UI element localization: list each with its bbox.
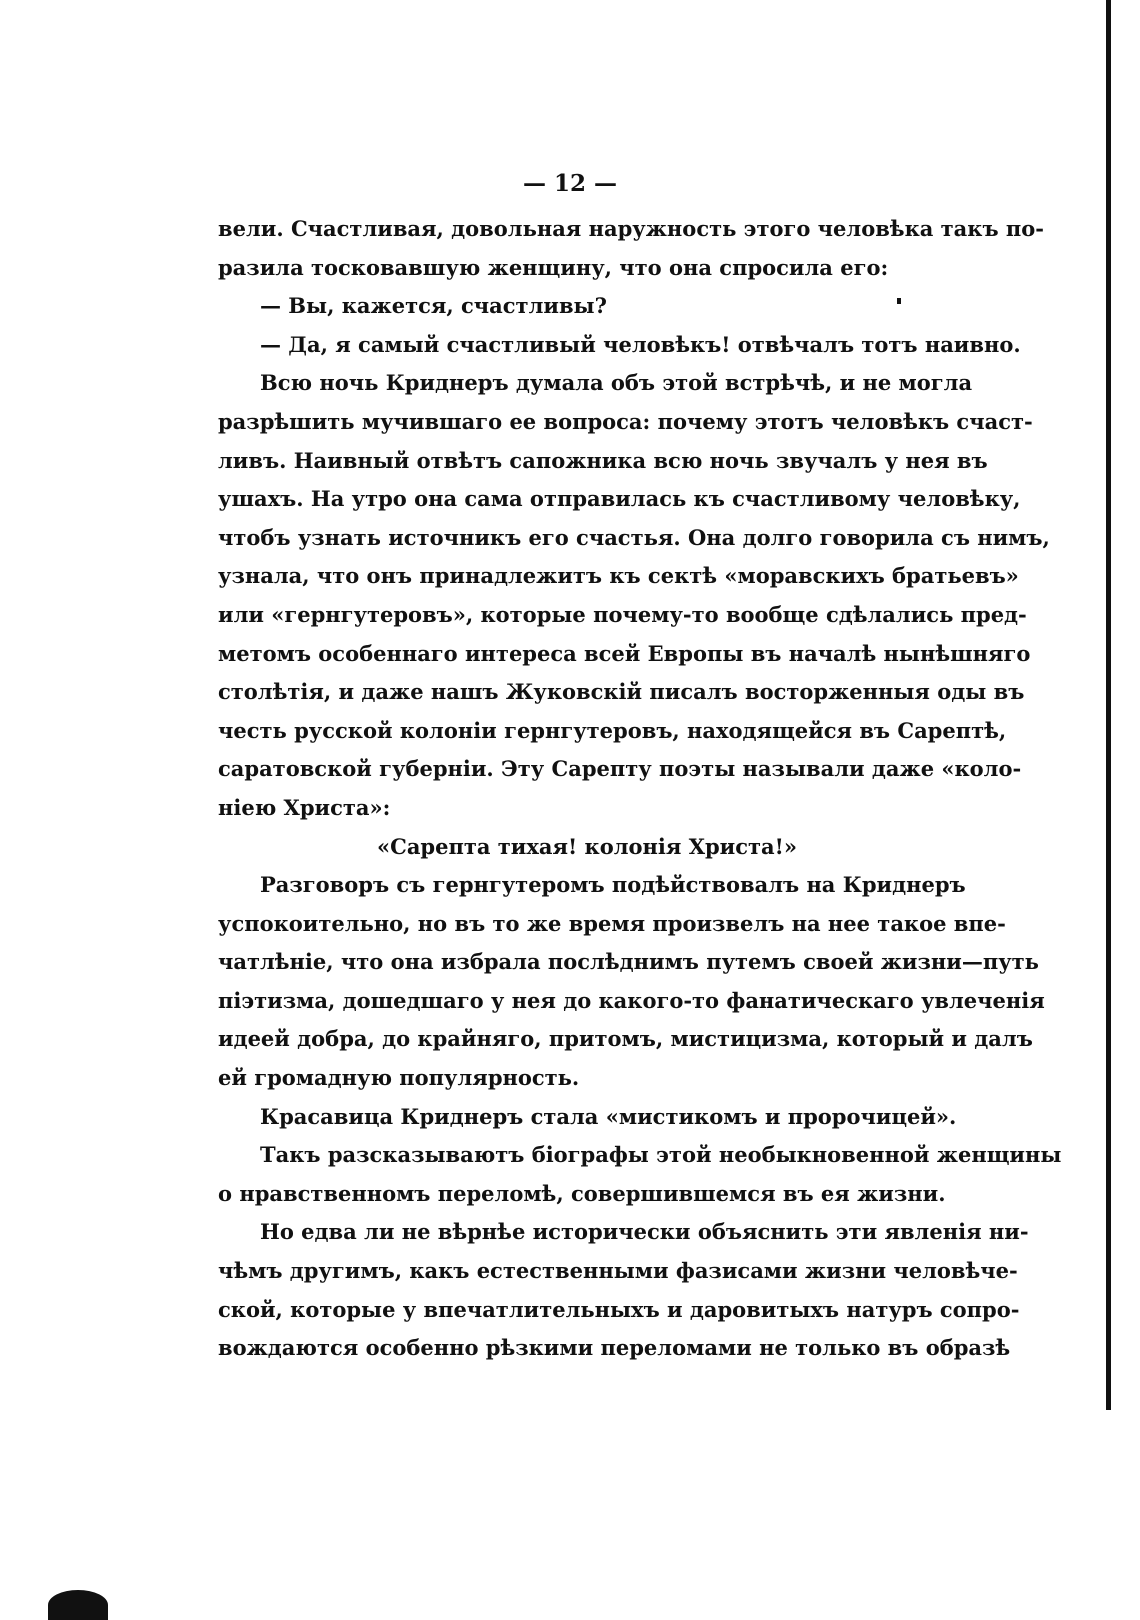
text-line: вели. Счастливая, довольная наружность этого человѣка такъ по- <box>218 216 1044 241</box>
text-line: Но едва ли не вѣрнѣе исторически объяснить эти явленія ни- <box>260 1219 1029 1245</box>
page-number: — 12 — <box>522 170 618 197</box>
text-line: чатлѣніе, что она избрала послѣднимъ путемъ своей жизни—путь <box>218 949 1039 975</box>
scan-blot <box>48 1590 108 1620</box>
text-line: или «гернгутеровъ», которые почему-то вообще сдѣлались пред- <box>218 601 1027 627</box>
text-line: успокоительно, но въ то же время произвелъ на нее такое впе- <box>218 910 1006 936</box>
text-line: разрѣшить мучившаго ее вопроса: почему этотъ человѣкъ счаст- <box>218 408 1033 434</box>
text-line: ей громадную популярность. <box>218 1065 580 1091</box>
text-line: ской, которые у впечатлительныхъ и даровитыхъ натуръ сопро- <box>218 1296 1020 1322</box>
page-text <box>218 210 1062 1368</box>
dialogue-line: — Да, я самый счастливый человѣкъ! отвѣчалъ тотъ наивно. <box>260 331 1021 357</box>
text-line: саратовской губерніи. Эту Сарепту поэты называли даже «коло- <box>218 756 1022 782</box>
text-line: ніею Христа»: <box>218 794 391 820</box>
text-line: узнала, что онъ принадлежитъ къ сектѣ «моравскихъ братьевъ» <box>218 563 1019 589</box>
text-line: ушахъ. На утро она сама отправилась къ счастливому человѣку, <box>218 486 1021 512</box>
text-line: честь русской колоніи гернгутеровъ, находящейся въ Сарептѣ, <box>218 717 1007 743</box>
text-line: Красавица Криднеръ стала «мистикомъ и пророчицей». <box>260 1103 957 1129</box>
text-line: Такъ разсказываютъ біографы этой необыкновенной женщины <box>260 1142 1062 1168</box>
text-line: разила тосковавшую женщину, что она спросила его: <box>218 254 889 280</box>
verse-quote: «Сарепта тихая! колонія Христа!» <box>376 833 797 859</box>
text-line: о нравственномъ переломѣ, совершившемся въ ея жизни. <box>218 1180 946 1206</box>
text-line: чтобъ узнать источникъ его счастья. Она долго говорила съ нимъ, <box>218 524 1050 550</box>
text-line: Всю ночь Криднеръ думала объ этой встрѣчѣ, и не могла <box>260 370 973 396</box>
text-line: піэтизма, дошедшаго у нея до какого-то фанатическаго увлеченія <box>218 987 1045 1013</box>
page-edge-line <box>1106 0 1111 1410</box>
text-line: ливъ. Наивный отвѣтъ сапожника всю ночь звучалъ у нея въ <box>218 447 988 473</box>
text-line: Разговоръ съ гернгутеромъ подѣйствовалъ на Криднеръ <box>260 872 966 898</box>
text-line: столѣтія, и даже нашъ Жуковскій писалъ восторженныя оды въ <box>218 679 1025 705</box>
text-line: чѣмъ другимъ, какъ естественными фазисами жизни человѣче- <box>218 1258 1018 1284</box>
text-line: вождаются особенно рѣзкими переломами не только въ образѣ <box>218 1335 1011 1361</box>
text-line: идеей добра, до крайняго, притомъ, мистицизма, который и далъ <box>218 1026 1033 1052</box>
dialogue-line: — Вы, кажется, счастливы? <box>260 293 607 319</box>
text-line: метомъ особеннаго интереса всей Европы въ началѣ нынѣшняго <box>218 640 1031 666</box>
